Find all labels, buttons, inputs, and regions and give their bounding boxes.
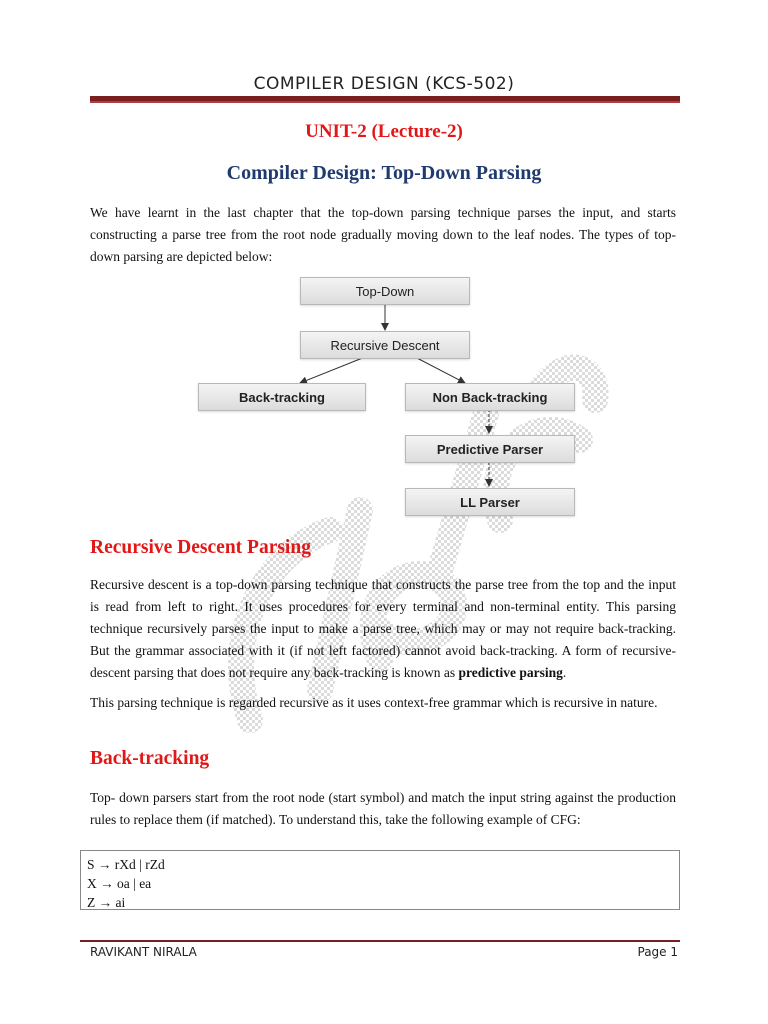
footer-page-number: Page 1 bbox=[637, 945, 678, 959]
box-ll-parser: LL Parser bbox=[405, 488, 575, 516]
backtracking-paragraph: Top- down parsers start from the root node (start symbol) and match the input string against the production rules to replace them (if matched). To understand this, take the following example of CFG: bbox=[90, 790, 676, 827]
recursive-paragraph-text: Recursive descent is a top-down parsing technique that constructs the parse tree from the top and the input is read from left to right. It uses procedures for every terminal and non-terminal entity. This parsing technique recursively parses the input to make a parse tree, which may or may not require back-tracking. But the grammar associated with it (if not left factored) cannot avoid back-tracking. A form of recursive-descent parsing that does not require any back-tracking is known as bbox=[90, 577, 676, 680]
page-title: Compiler Design: Top-Down Parsing bbox=[226, 162, 542, 184]
heading-recursive-descent: Recursive Descent Parsing bbox=[90, 537, 311, 558]
arrow-recursive-backtracking bbox=[300, 357, 365, 383]
box-back-tracking: Back-tracking bbox=[198, 383, 366, 411]
box-non-back-tracking: Non Back-tracking bbox=[405, 383, 575, 411]
cfg-box bbox=[80, 850, 680, 910]
recursive-paragraph-end: . bbox=[562, 665, 567, 680]
predictive-parsing-term: predictive parsing bbox=[458, 665, 563, 680]
cfg-line-2: X → oa | ea bbox=[87, 876, 152, 891]
footer-rule bbox=[80, 940, 680, 942]
box-predictive-parser: Predictive Parser bbox=[405, 435, 575, 463]
arrow-recursive-nonbacktracking bbox=[415, 357, 465, 383]
box-top-down: Top-Down bbox=[300, 277, 470, 305]
footer-author: RAVIKANT NIRALA bbox=[90, 945, 197, 959]
cfg-line-1: S → rXd | rZd bbox=[87, 857, 165, 872]
cfg-line-3: Z → ai bbox=[87, 895, 126, 910]
box-recursive-descent: Recursive Descent bbox=[300, 331, 470, 359]
header-title: COMPILER DESIGN (KCS-502) bbox=[253, 74, 515, 94]
intro-paragraph: We have learnt in the last chapter that the top-down parsing technique parses the input, and starts constructing a parse tree from the root node gradually moving down to the leaf nodes. The types of top-down parsing are depicted below: bbox=[90, 205, 676, 264]
recursive-paragraph bbox=[90, 574, 676, 684]
recursive-paragraph-2: This parsing technique is regarded recursive as it uses context-free grammar which is recursive in nature. bbox=[90, 695, 658, 710]
heading-back-tracking: Back-tracking bbox=[90, 748, 210, 769]
unit-title: UNIT-2 (Lecture-2) bbox=[305, 121, 463, 142]
